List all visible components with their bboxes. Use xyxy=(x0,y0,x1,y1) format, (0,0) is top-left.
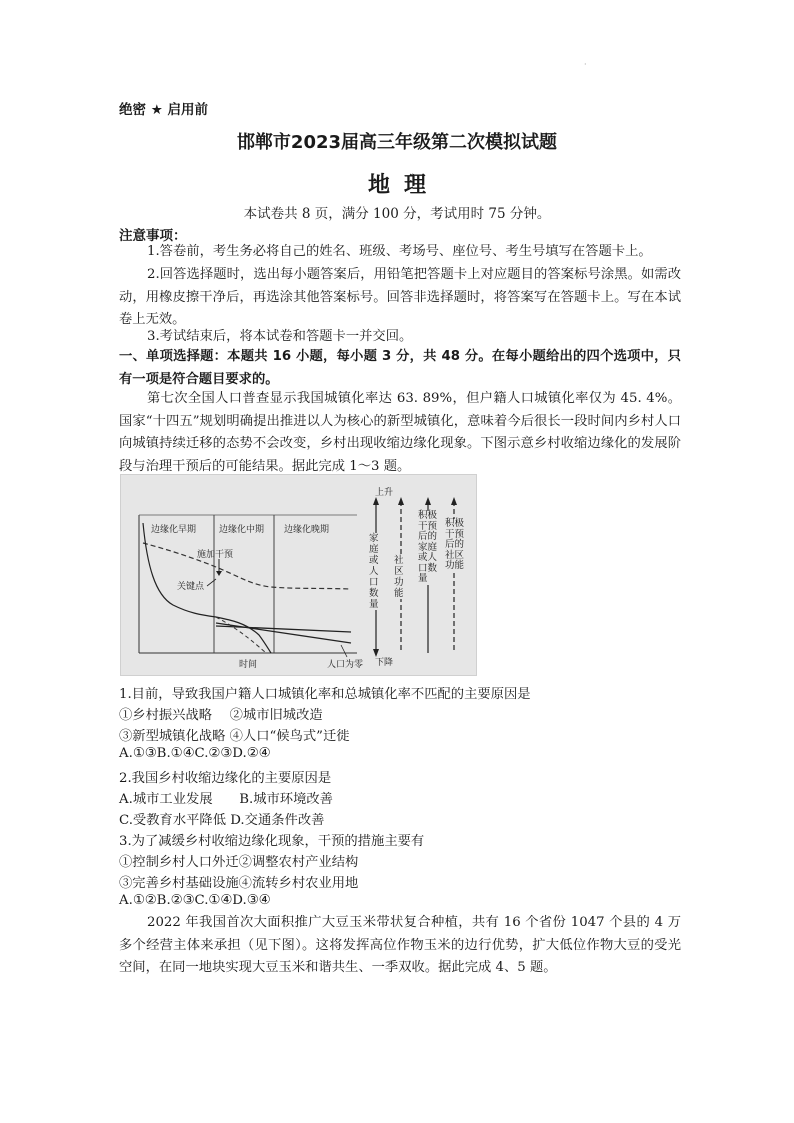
exam-title: 邯郸市2023届高三年级第二次模拟试题 xyxy=(236,132,558,153)
axis1-label: 家庭或人口数量 xyxy=(369,533,381,610)
question-3-options-a: ①控制乡村人口外迁②调整农村产业结构 xyxy=(119,855,359,870)
question-2: 2.我国乡村收缩边缘化的主要原因是 xyxy=(119,771,332,786)
exam-info: 本试卷共 8 页，满分 100 分，考试用时 75 分钟。 xyxy=(243,206,551,222)
subject-title: 地理 xyxy=(367,172,440,198)
pop-zero-label: 人口为零 xyxy=(327,660,364,670)
population-curve xyxy=(143,523,271,653)
down-label: 下降 xyxy=(375,658,394,668)
question-2-options-b: C.受教育水平降低 D.交通条件改善 xyxy=(119,813,325,828)
corner-dot: · xyxy=(584,60,587,69)
intro-passage: 第七次全国人口普查显示我国城镇化率达 63. 89%，但户籍人口城镇化率仅为 45. 4%。国家“十四五”规划明确提出推进以人为核心的新型城镇化，意味着今后很长一段时间内乡村人口向城镇持续迁移的态势不会改变，乡村出现收缩边缘化现象。下图示意乡村收缩边缘化的发展阶段与治理干预后的可能结果。据此完成 1～3 题。 xyxy=(119,391,681,474)
axis4-arrowhead xyxy=(451,497,457,505)
axis1-arrowhead-bottom xyxy=(373,649,379,657)
question-1: 1.目前，导致我国户籍人口城镇化率和总城镇化率不匹配的主要原因是 xyxy=(119,687,531,702)
intervene-label: 施加干预 xyxy=(197,550,234,560)
question-2-options-a: A.城市工业发展 B.城市环境改善 xyxy=(119,792,333,807)
community-function-curve xyxy=(143,543,351,589)
stage-late-label: 边缘化晚期 xyxy=(284,525,330,535)
notice-item-1: 1.答卷前，考生务必将自己的姓名、班级、考场号、座位号、考生号填写在答题卡上。 xyxy=(147,244,652,259)
key-point-label: 关键点 xyxy=(177,582,205,592)
question-3-options-b: ③完善乡村基础设施④流转乡村农业用地 xyxy=(119,876,359,891)
passage-2: 2022 年我国首次大面积推广大豆玉米带状复合种植，共有 16 个省份 1047 个县的 4 万多个经营主体来承担（见下图）。这将发挥高位作物玉米的边行优势，扩大低位作物大豆的受光空间，在同一地块实现大豆玉米和谐共生、一季双收。据此完成 4、5 题。 xyxy=(119,915,681,976)
axis2-label: 社区功能 xyxy=(394,555,406,599)
axis1-arrowhead-top xyxy=(373,497,379,505)
intervene-arrowhead xyxy=(216,571,222,576)
axis3-label: 积极干预后的家庭或人口数量 xyxy=(418,510,438,584)
axis3-arrowhead xyxy=(425,497,431,505)
question-3: 3.为了减缓乡村收缩边缘化现象，干预的措施主要有 xyxy=(119,834,425,849)
stage-mid-label: 边缘化中期 xyxy=(219,525,265,535)
confidential-label: 绝密 ★ 启用前 xyxy=(119,102,209,118)
stage-early-label: 边缘化早期 xyxy=(151,525,197,535)
axis4-label: 积极干预后的社区功能 xyxy=(445,518,465,571)
section-heading: 一、单项选择题：本题共 16 小题，每小题 3 分，共 48 分。在每小题给出的四个选项中，只有一项是符合题目要求的。 xyxy=(119,349,681,387)
question-1-options-b: ③新型城镇化战略 ④人口“候鸟式”迁徙 xyxy=(119,729,350,744)
pop-zero-pointer xyxy=(341,645,347,657)
axis2-arrowhead xyxy=(398,497,404,505)
up-label: 上升 xyxy=(375,488,394,498)
question-3-answers: A.①②B.②③C.①④D.③④ xyxy=(119,893,271,908)
notice-item-3: 3.考试结束后，将本试卷和答题卡一并交回。 xyxy=(147,329,413,344)
question-1-options-a: ①乡村振兴战略 ②城市旧城改造 xyxy=(119,708,323,723)
time-label: 时间 xyxy=(239,660,258,670)
question-1-answers: A.①③B.①④C.②③D.②④ xyxy=(119,746,271,761)
key-point-pointer xyxy=(207,579,216,586)
marginalization-figure xyxy=(120,474,477,676)
notice-item-2: 2.回答选择题时，选出每小题答案后，用铅笔把答题卡上对应题目的答案标号涂黑。如需改动，用橡皮擦干净后，再选涂其他答案标号。回答非选择题时，将答案写在答题卡上。写在本试卷上无效。 xyxy=(119,267,681,328)
intervened-pop-line xyxy=(216,623,351,643)
notice-title: 注意事项： xyxy=(119,228,187,244)
